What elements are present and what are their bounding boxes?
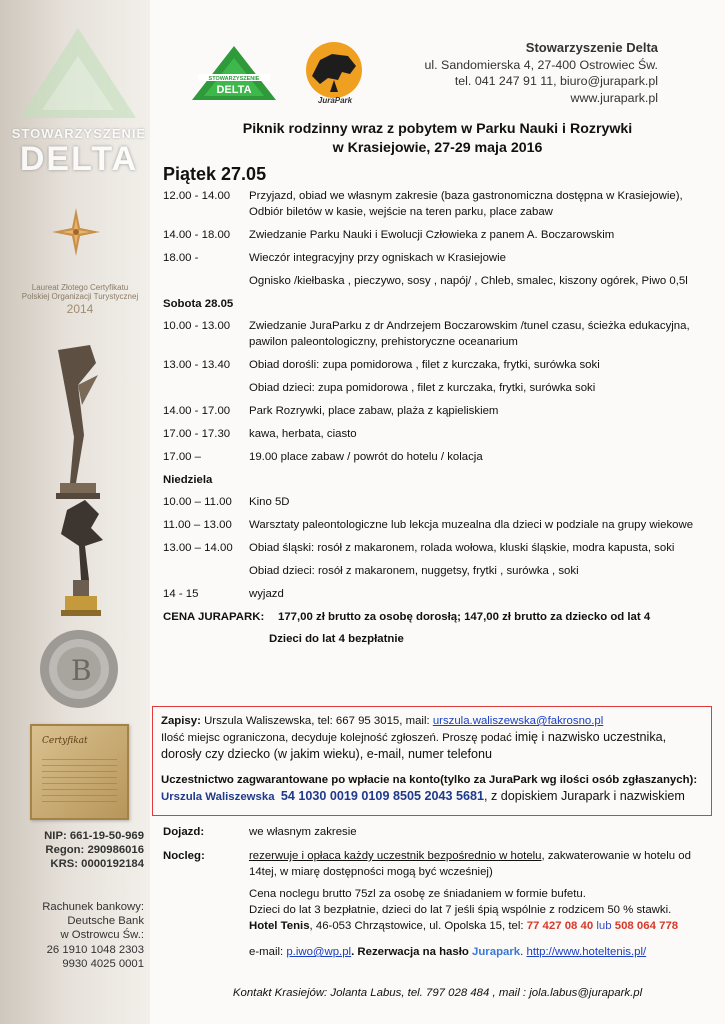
bank-line: Deutsche Bank	[67, 915, 144, 928]
activity: Obiad dzieci: rosół z makaronem, nuggetsy, frytki , surówka , soki	[249, 565, 579, 577]
time: 11.00 – 13.00	[163, 519, 232, 531]
statue-trophy-icon	[48, 345, 108, 500]
reservation-text: . Rezerwacja na hasło	[351, 946, 473, 958]
regon-text: Regon: 290986016	[45, 844, 144, 857]
schedule-row	[163, 318, 718, 350]
lodging-price-text	[249, 886, 718, 960]
separator: .	[520, 946, 527, 958]
lodging-price-line: Cena noclegu brutto 75zl za osobę ze śniadaniem w formie bufetu.	[249, 888, 586, 900]
schedule-row	[163, 188, 718, 220]
schedule-row	[163, 357, 718, 373]
hotel-address: , 46-053 Chrząstowice, ul. Opolska 15, tel:	[309, 920, 527, 932]
activity: Zwiedzanie Parku Nauki i Ewolucji Człowieka z panem A. Boczarowskim	[249, 229, 615, 241]
nip-text: NIP: 661-19-50-969	[44, 830, 144, 842]
activity: 19.00 place zabaw / powrót do hotelu / kolacja	[249, 451, 483, 463]
bank-line: 26 1910 1048 2303	[46, 943, 144, 956]
award-line: Laureat Złotego Certyfikatu	[31, 283, 129, 292]
activity: Przyjazd, obiad we własnym zakresie (baza gastronomiczna dostępna w Krasiejowie), Odbiór biletów w kasie, wejście na teren parku, place zabaw	[249, 190, 683, 218]
certificate-lines	[42, 754, 117, 804]
travel-text: we własnym zakresie	[249, 826, 357, 838]
bank-account-number: 54 1030 0019 0109 8505 2043 5681	[280, 789, 484, 803]
lodging-rest: , zakwaterowanie w hotelu od 14tej, w miarę dostępności mogą być wcześniej)	[249, 850, 691, 878]
schedule-row	[163, 449, 718, 465]
schedule-row	[163, 250, 718, 266]
delta-logo	[188, 44, 280, 102]
kids-free-note: Dzieci do lat 4 bezpłatnie	[269, 633, 404, 645]
schedule-row	[163, 540, 718, 556]
lodging-label: Nocleg:	[163, 850, 205, 862]
compass-star-icon	[52, 208, 100, 256]
lodging-row	[163, 848, 718, 880]
registration-note-emph: imię i nazwisko uczestnika,	[514, 730, 667, 744]
title-line: w Krasiejowie, 27-29 maja 2016	[332, 140, 543, 156]
registration-label: Zapisy:	[161, 715, 201, 727]
lodging-text	[249, 848, 718, 880]
hotel-phone-1: 77 427 08 40	[526, 920, 594, 932]
registration-note-2: dorosły czy dziecko (w jakim wieku), e-mail, numer telefonu	[161, 747, 493, 761]
schedule-row	[163, 494, 718, 510]
org-website: www.jurapark.pl	[570, 90, 658, 105]
schedule-row	[163, 517, 718, 533]
time: 17.00 –	[163, 451, 202, 463]
activity: Zwiedzanie JuraParku z dr Andrzejem Boczarowskim /tunel czasu, ścieżka edukacyjna, pawilon paleontologiczny, prehistoryczne oceanarium	[249, 320, 690, 348]
registration-line	[161, 713, 703, 729]
schedule-row	[163, 403, 718, 419]
company-ids	[0, 829, 144, 872]
certificate-title: Certyfikat	[42, 736, 88, 746]
time: 14.00 - 17.00	[163, 405, 231, 417]
price-label: CENA JURAPARK:	[163, 611, 265, 623]
hotel-contact-line	[249, 944, 718, 960]
hotel-email-link[interactable]: p.iwo@wp.pl	[286, 946, 352, 958]
time: 17.00 - 17.30	[163, 428, 231, 440]
hotel-line	[249, 918, 718, 934]
travel-row	[163, 824, 718, 840]
registration-box	[152, 706, 712, 816]
registration-note-text: Ilość miejsc ograniczona, decyduje kolejność zgłoszeń. Proszę podać	[161, 732, 515, 744]
org-name: Stowarzyszenie Delta	[525, 40, 658, 55]
payment-suffix: , z dopiskiem Jurapark i nazwiskiem	[484, 789, 685, 803]
activity: Obiad śląski: rosół z makaronem, rolada wołowa, kluski śląskie, modra kapusta, soki	[249, 542, 675, 554]
watermark-org-text: STOWARZYSZENIE	[11, 126, 147, 141]
org-phone: tel. 041 247 91 11, biuro@jurapark.pl	[454, 74, 658, 88]
org-address: ul. Sandomierska 4, 27-400 Ostrowiec Św.	[424, 57, 658, 72]
price-value: 177,00 zł brutto za osobę dorosłą; 147,00 zł brutto za dziecko od lat 4	[278, 611, 651, 623]
delta-logo-main-text: DELTA	[216, 84, 252, 96]
day-heading-friday: Piątek 27.05	[163, 164, 267, 184]
day-heading-saturday: Sobota 28.05	[163, 298, 234, 310]
schedule-row-continued	[249, 380, 718, 396]
registration-email-link[interactable]: urszula.waliszewska@fakrosno.pl	[432, 715, 604, 727]
medal-icon	[38, 628, 120, 710]
schedule-row-continued	[249, 273, 718, 289]
program-schedule	[163, 166, 718, 647]
payee-name: Urszula Waliszewska	[161, 791, 275, 803]
lodging-price	[249, 886, 718, 960]
activity: Warsztaty paleontologiczne lub lekcja muzealna dla dzieci w podziale na grupy wiekowe	[249, 519, 694, 531]
decorative-sidebar	[0, 0, 150, 1024]
time: 12.00 - 14.00	[163, 190, 231, 202]
bank-line: 9930 4025 0001	[62, 957, 144, 970]
time: 14.00 - 18.00	[163, 229, 231, 241]
reservation-password: Jurapark	[472, 946, 521, 958]
activity: wyjazd	[249, 588, 284, 600]
hotel-phone-2: 508 064 778	[614, 920, 679, 932]
registration-note	[161, 729, 703, 746]
schedule-row	[163, 586, 718, 602]
jurapark-logo-text: JuraPark	[317, 96, 353, 105]
schedule-row	[163, 426, 718, 442]
bank-line: w Ostrowcu Św.:	[60, 929, 144, 942]
award-text	[20, 283, 140, 317]
winged-statue-icon	[55, 500, 110, 620]
travel-label: Dojazd:	[163, 826, 205, 838]
hotel-name: Hotel Tenis	[249, 920, 310, 932]
lodging-price-line: Dzieci do lat 3 bezpłatnie, dzieci do lat 7 jeśli śpią wspólnie z rodzicem 50 % stawki.	[249, 904, 672, 916]
registration-person: Urszula Waliszewska, tel: 667 95 3015, mail:	[204, 715, 430, 727]
contact-footer: Kontakt Krasiejów: Jolanta Labus, tel. 797 028 484 , mail : jola.labus@jurapark.pl	[232, 987, 643, 999]
activity: Obiad dorośli: zupa pomidorowa , filet z kurczaka, frytki, surówka soki	[249, 359, 600, 371]
schedule-row	[163, 227, 718, 243]
certificate-image	[30, 724, 129, 820]
lodging-underlined: rezerwuje i opłaca każdy uczestnik bezpośrednio w hotelu	[249, 850, 542, 862]
schedule-row-continued	[249, 563, 718, 579]
award-year: 2014	[66, 302, 94, 317]
title-line: Piknik rodzinny wraz z pobytem w Parku Nauki i Rozrywki	[242, 121, 633, 137]
day-heading-sunday: Niedziela	[163, 474, 213, 486]
email-label: e-mail:	[249, 946, 287, 958]
activity: Park Rozrywki, place zabaw, plaża z kąpieliskiem	[249, 405, 499, 417]
hotel-website-link[interactable]: http://www.hoteltenis.pl/	[526, 946, 647, 958]
price-line	[163, 609, 718, 625]
time: 13.00 - 13.40	[163, 359, 231, 371]
delta-logo-top-text: STOWARZYSZENIE	[208, 76, 260, 82]
time: 10.00 - 13.00	[163, 320, 231, 332]
watermark-delta-text: DELTA	[19, 140, 139, 178]
svg-text:B: B	[71, 654, 92, 687]
activity: kawa, herbata, ciasto	[249, 428, 357, 440]
payment-heading: Uczestnictwo zagwarantowane po wpłacie na konto(tylko za JuraPark wg ilości osób zgłaszanych):	[161, 774, 698, 786]
payment-account-line	[161, 788, 703, 805]
event-title	[150, 120, 725, 158]
time: 18.00 -	[163, 252, 199, 264]
time: 13.00 – 14.00	[163, 542, 233, 554]
activity: Wieczór integracyjny przy ogniskach w Krasiejowie	[249, 252, 507, 264]
time: 10.00 – 11.00	[163, 496, 232, 508]
bank-account	[0, 900, 144, 971]
bank-line: Rachunek bankowy:	[42, 901, 144, 913]
krs-text: KRS: 0000192184	[50, 858, 144, 871]
travel-lodging-section	[163, 824, 718, 968]
phone-or: lub	[593, 920, 615, 932]
activity: Obiad dzieci: zupa pomidorowa , filet z kurczaka, frytki, surówka soki	[249, 382, 596, 394]
activity: Kino 5D	[249, 496, 290, 508]
organization-header	[425, 40, 658, 106]
time: 14 - 15	[163, 588, 199, 600]
activity: Ognisko /kiełbaska , pieczywo, sosy , napój/ , Chleb, smalec, kiszony ogórek, Piwo 0,5l	[249, 275, 688, 287]
award-line: Polskiej Organizacji Turystycznej	[21, 292, 139, 302]
